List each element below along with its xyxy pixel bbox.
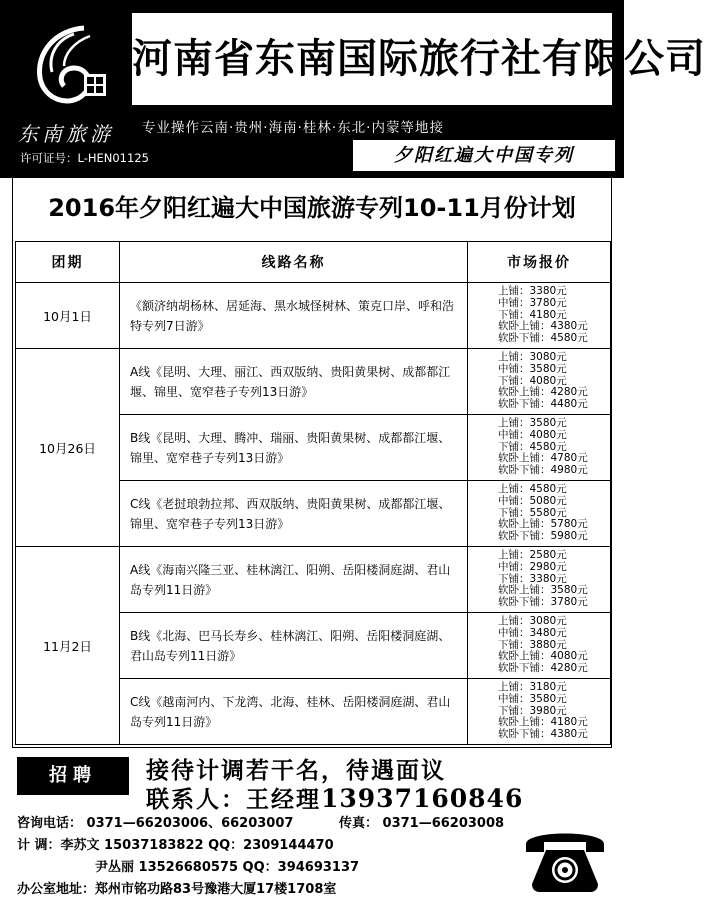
column-header-date: 团期 (16, 242, 120, 283)
table-row (16, 349, 611, 415)
table-header-row (16, 242, 611, 283)
price-item: 软卧上铺：4780元 (498, 452, 588, 465)
price-list (468, 283, 611, 349)
price-item: 软卧下铺：5980元 (498, 530, 588, 543)
price-item: 中铺：2980元 (498, 560, 567, 573)
route-name: A线《海南兴隆三亚、桂林漓江、阳朔、岳阳楼洞庭湖、君山岛专列11日游》 (120, 547, 468, 613)
license-number: 许可证号：L-HEN01125 (20, 151, 149, 165)
departure-date: 10月26日 (16, 349, 120, 547)
price-item: 软卧上铺：5780元 (498, 518, 588, 531)
brand-name: 东南旅游 (18, 122, 114, 146)
price-item: 中铺：3580元 (498, 692, 567, 705)
price-list (468, 415, 611, 481)
price-item: 上铺：3580元 (498, 417, 567, 429)
company-name-box (132, 13, 706, 105)
column-header-price: 市场报价 (468, 242, 611, 283)
price-item: 软卧上铺：4080元 (498, 650, 588, 663)
tagline: 专业操作云南·贵州·海南·桂林·东北·内蒙等地接 (142, 120, 444, 136)
departure-date: 10月1日 (16, 283, 120, 349)
planner-contact-1: 计 调：李苏文 15037183822 QQ：2309144470 (17, 838, 334, 853)
fax-number: 传真： 0371—66203008 (339, 816, 505, 831)
price-item: 软卧下铺：4480元 (498, 398, 588, 411)
route-name: C线《越南河内、下龙湾、北海、桂林、岳阳楼洞庭湖、君山岛专列11日游》 (120, 679, 468, 745)
price-list (468, 481, 611, 547)
contact-line (146, 781, 523, 814)
route-name: A线《昆明、大理、丽江、西双版纳、贵阳黄果树、成都都江堰、锦里、宽窄巷子专列13日游》 (120, 349, 468, 415)
price-item: 上铺：3380元 (498, 285, 567, 297)
column-header-route: 线路名称 (120, 242, 468, 283)
departure-date: 11月2日 (16, 547, 120, 745)
price-item: 软卧上铺：4380元 (498, 320, 588, 333)
contact-phone: 13937160846 (321, 784, 524, 813)
planner-contact-2: 尹丛丽 13526680575 QQ：394693137 (95, 860, 360, 875)
price-item: 下铺：4180元 (498, 308, 567, 321)
price-item: 上铺：3180元 (498, 681, 567, 693)
header-banner (0, 0, 706, 178)
price-item: 中铺：3480元 (498, 626, 567, 639)
price-item: 上铺：2580元 (498, 549, 567, 561)
price-item: 软卧上铺：3580元 (498, 584, 588, 597)
price-item: 下铺：4080元 (498, 374, 567, 387)
price-item: 上铺：3080元 (498, 615, 567, 627)
price-item: 软卧下铺：4580元 (498, 332, 588, 345)
price-item: 软卧下铺：3780元 (498, 596, 588, 609)
price-item: 上铺：3080元 (498, 351, 567, 363)
office-address: 办公室地址：郑州市铭功路83号豫港大厦17楼1708室 (17, 882, 337, 897)
route-name: 《额济纳胡杨林、居延海、黑水城怪树林、策克口岸、呼和浩特专列7日游》 (120, 283, 468, 349)
price-item: 下铺：5580元 (498, 506, 567, 519)
price-item: 下铺：3380元 (498, 572, 567, 585)
company-name: 河南省东南国际旅行社有限公司 (132, 36, 706, 82)
price-list (468, 613, 611, 679)
consult-phone: 咨询电话： 0371—66203006、66203007 (17, 816, 294, 831)
route-name: B线《昆明、大理、腾冲、瑞丽、贵阳黄果树、成都都江堰、锦里、宽窄巷子专列13日游》 (120, 415, 468, 481)
price-item: 中铺：4080元 (498, 428, 567, 441)
price-list (468, 679, 611, 745)
price-list (468, 547, 611, 613)
price-item: 下铺：3980元 (498, 704, 567, 717)
table-row (16, 547, 611, 613)
table-row (16, 283, 611, 349)
recruit-text: 接待计调若干名，待遇面议 (146, 758, 446, 784)
price-item: 中铺：5080元 (498, 494, 567, 507)
price-item: 下铺：3880元 (498, 638, 567, 651)
route-name: B线《北海、巴马长寿乡、桂林漓江、阳朔、岳阳楼洞庭湖、君山岛专列11日游》 (120, 613, 468, 679)
price-list (468, 349, 611, 415)
price-item: 软卧上铺：4180元 (498, 716, 588, 729)
price-item: 软卧下铺：4380元 (498, 728, 588, 741)
price-item: 软卧上铺：4280元 (498, 386, 588, 399)
price-item: 中铺：3580元 (498, 362, 567, 375)
swirl-logo-icon (26, 22, 116, 110)
schedule-table (15, 241, 611, 745)
price-item: 中铺：3780元 (498, 296, 567, 309)
recruit-label: 招聘 (17, 757, 129, 795)
series-badge: 夕阳红遍大中国专列 (353, 140, 615, 171)
price-item: 软卧下铺：4980元 (498, 464, 588, 477)
price-item: 下铺：4580元 (498, 440, 567, 453)
plan-title: 2016年夕阳红遍大中国旅游专列10-11月份计划 (48, 194, 576, 222)
telephone-icon (520, 822, 610, 896)
contact-person: 联系人：王经理 (146, 787, 321, 813)
route-name: C线《老挝琅勃拉邦、西双版纳、贵阳黄果树、成都都江堰、锦里、宽窄巷子专列13日游》 (120, 481, 468, 547)
price-item: 软卧下铺：4280元 (498, 662, 588, 675)
price-item: 上铺：4580元 (498, 483, 567, 495)
